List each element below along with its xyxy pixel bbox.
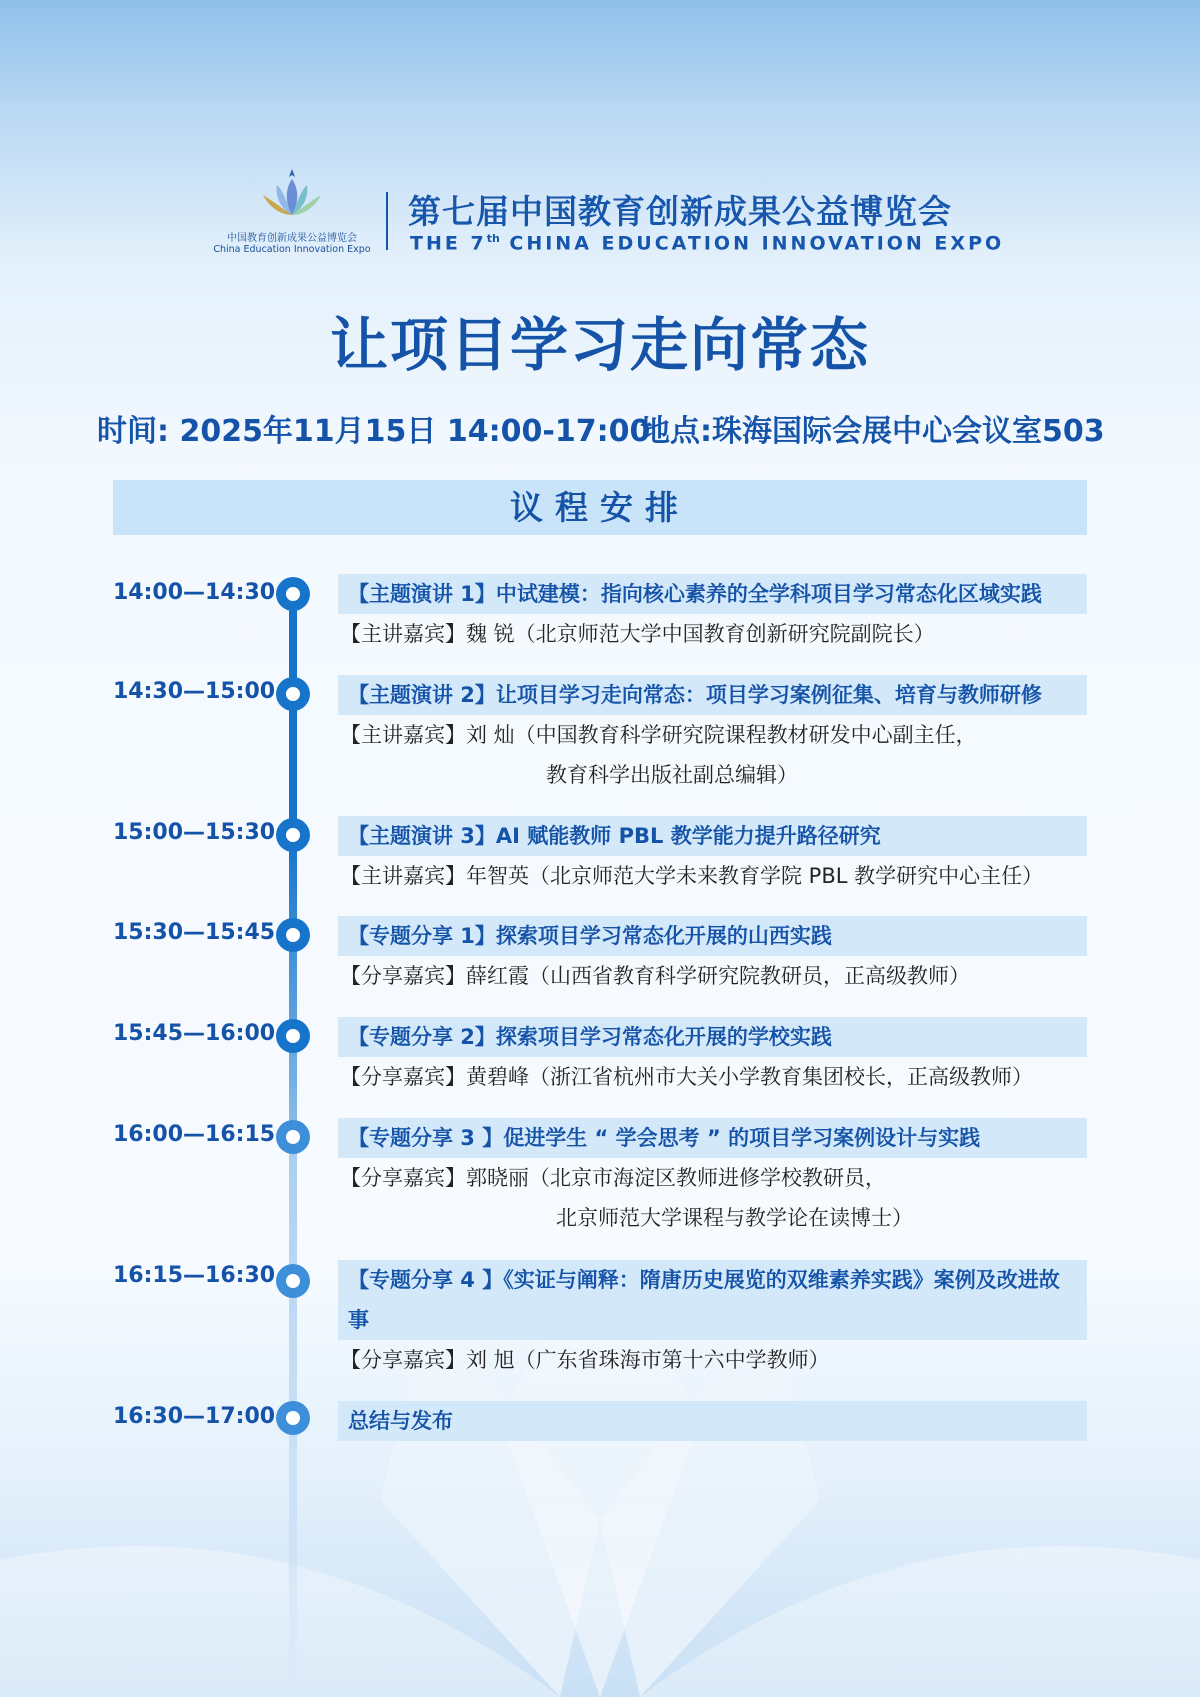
expo-title-en-suffix: CHINA EDUCATION INNOVATION EXPO bbox=[499, 232, 1005, 255]
agenda-speaker-7: 【分享嘉宾】刘 旭（广东省珠海市第十六中学教师） bbox=[340, 1348, 830, 1372]
timeline-node-8 bbox=[276, 1401, 310, 1435]
timeline-node-3 bbox=[276, 818, 310, 852]
logo-name-en: China Education Innovation Expo bbox=[213, 244, 371, 255]
agenda-speaker-3: 【主讲嘉宾】年智英（北京师范大学未来教育学院 PBL 教学研究中心主任） bbox=[340, 864, 1044, 888]
agenda-time-4: 15:30—15:45 bbox=[113, 920, 276, 945]
agenda-time-1: 14:00—14:30 bbox=[113, 580, 276, 605]
expo-title-en-prefix: THE 7 bbox=[410, 232, 487, 255]
agenda-time-3: 15:00—15:30 bbox=[113, 820, 276, 845]
timeline-node-6 bbox=[276, 1120, 310, 1154]
agenda-heading: 议程安排 bbox=[113, 480, 1087, 535]
expo-title-en-sup: th bbox=[486, 232, 500, 245]
agenda-speaker-6: 【分享嘉宾】郭晓丽（北京市海淀区教师进修学校教研员， bbox=[340, 1166, 886, 1190]
timeline-node-5 bbox=[276, 1019, 310, 1053]
agenda-topic-5: 【专题分享 2】探索项目学习常态化开展的学校实践 bbox=[348, 1025, 832, 1049]
agenda-speaker-5: 【分享嘉宾】黄碧峰（浙江省杭州市大关小学教育集团校长，正高级教师） bbox=[340, 1065, 1033, 1089]
agenda-speaker-6-cont: 北京师范大学课程与教学论在读博士） bbox=[556, 1206, 913, 1230]
agenda-topic-1: 【主题演讲 1】中试建模：指向核心素养的全学科项目学习常态化区域实践 bbox=[348, 582, 1042, 606]
page-title: 让项目学习走向常态 bbox=[329, 311, 870, 379]
agenda-speaker-4: 【分享嘉宾】薛红霞（山西省教育科学研究院教研员，正高级教师） bbox=[340, 964, 970, 988]
agenda-speaker-2: 【主讲嘉宾】刘 灿（中国教育科学研究院课程教材研发中心副主任， bbox=[340, 723, 977, 747]
agenda-time-8: 16:30—17:00 bbox=[113, 1404, 276, 1429]
expo-title-cn: 第七届中国教育创新成果公益博览会 bbox=[408, 192, 952, 231]
agenda-topic-4: 【专题分享 1】探索项目学习常态化开展的山西实践 bbox=[348, 924, 832, 948]
timeline-line-top bbox=[289, 594, 297, 844]
agenda-speaker-1: 【主讲嘉宾】魏 锐（北京师范大学中国教育创新研究院副院长） bbox=[340, 622, 935, 646]
lotus-logo-icon bbox=[257, 165, 327, 223]
agenda-time-5: 15:45—16:00 bbox=[113, 1021, 276, 1046]
timeline-node-4 bbox=[276, 918, 310, 952]
agenda-topic-3: 【主题演讲 3】AI 赋能教师 PBL 教学能力提升路径研究 bbox=[348, 824, 881, 848]
agenda-topic-7: 【专题分享 4 】《实证与阐释：隋唐历史展览的双维素养实践》案例及改进故事 bbox=[348, 1268, 1060, 1332]
agenda-speaker-2-cont: 教育科学出版社副总编辑） bbox=[546, 763, 798, 787]
agenda-topic-2: 【主题演讲 2】让项目学习走向常态：项目学习案例征集、培育与教师研修 bbox=[348, 683, 1042, 707]
agenda-time-2: 14:30—15:00 bbox=[113, 679, 276, 704]
expo-logo bbox=[212, 165, 372, 255]
timeline-node-2 bbox=[276, 677, 310, 711]
timeline-line-mid bbox=[289, 840, 297, 1140]
timeline-node-7 bbox=[276, 1264, 310, 1298]
agenda-topic-8: 总结与发布 bbox=[348, 1409, 453, 1433]
agenda-topic-6: 【专题分享 3 】促进学生 “ 学会思考 ” 的项目学习案例设计与实践 bbox=[348, 1126, 981, 1150]
expo-title-en bbox=[410, 232, 1004, 254]
timeline-node-1 bbox=[276, 577, 310, 611]
header-divider bbox=[386, 192, 388, 250]
agenda-time-7: 16:15—16:30 bbox=[113, 1263, 276, 1288]
event-time: 时间: 2025年11月15日 14:00-17:00 bbox=[97, 414, 651, 449]
agenda-time-6: 16:00—16:15 bbox=[113, 1122, 276, 1147]
logo-name-cn: 中国教育创新成果公益博览会 bbox=[227, 233, 357, 244]
event-place: 地点:珠海国际会展中心会议室503 bbox=[640, 414, 1105, 449]
